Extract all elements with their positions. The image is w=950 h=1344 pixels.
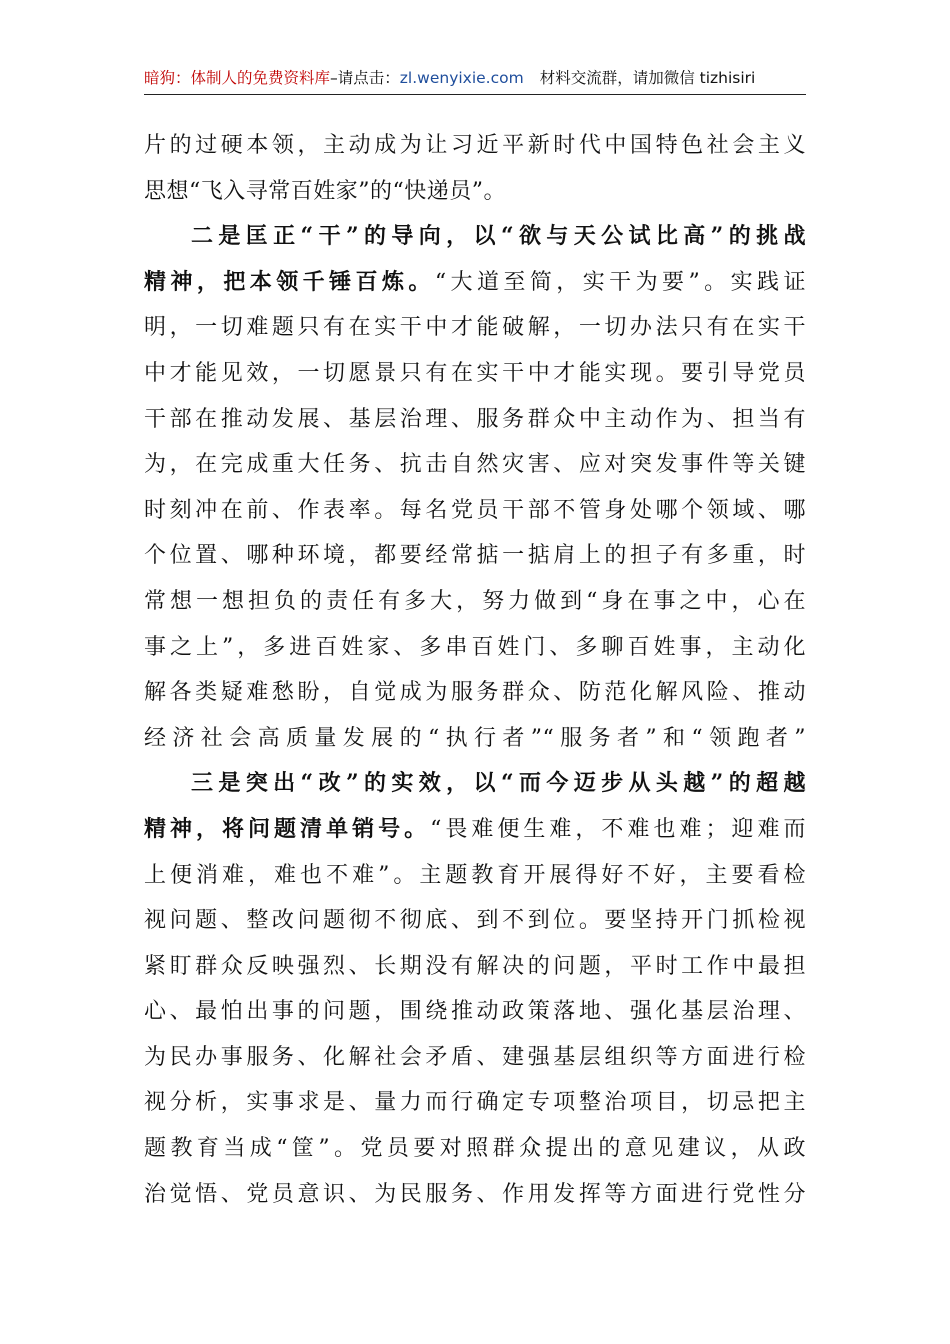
page-header: [144, 66, 806, 88]
para2-line: 干部在推动发展、基层治理、服务群众中主动作为、担当有: [144, 406, 806, 432]
para2-line: 为，在完成重大任务、抗击自然灾害、应对突发事件等关键: [144, 452, 806, 478]
para2-line: 事之上”，多进百姓家、多串百姓门、多聊百姓事，主动化: [144, 634, 806, 660]
para2-line: 明，一切难题只有在实干中才能破解，一切办法只有在实干: [144, 315, 806, 341]
header-site-name: 暗狗：体制人的免费资料库: [144, 69, 331, 87]
para2-heading-line: 二是匡正“干”的导向，以“欲与天公试比高”的挑战: [191, 223, 806, 250]
para1-line: 片的过硬本领，主动成为让习近平新时代中国特色社会主义: [144, 133, 806, 158]
para2-heading-tail: 精神，把本领千锤百炼。: [144, 268, 435, 295]
para1-line: 思想“飞入寻常百姓家”的“快递员”。: [144, 178, 506, 204]
header-link[interactable]: zl.wenyixie.com: [399, 69, 524, 87]
para3-line: 题教育当成“筐”。党员要对照群众提出的意见建议，从政: [144, 1136, 806, 1162]
para3-line: [144, 807, 806, 853]
para2-line: 中才能见效，一切愿景只有在实干中才能实现。要引导党员: [144, 360, 806, 386]
para2-line: 个位置、哪种环境，都要经常掂一掂肩上的担子有多重，时: [144, 543, 806, 569]
para3-line: 为民办事服务、化解社会矛盾、建强基层组织等方面进行检: [144, 1044, 806, 1070]
para3-heading-tail: 精神，将问题清单销号。: [144, 815, 431, 842]
para2-line: 解各类疑难愁盼，自觉成为服务群众、防范化解风险、推动: [144, 680, 806, 706]
para2-line: [144, 260, 806, 306]
para3-line: 上便消难，难也不难”。主题教育开展得好不好，主要看检: [144, 862, 806, 888]
para2-line: 常想一想担负的责任有多大，努力做到“身在事之中，心在: [144, 588, 806, 614]
para2-line: 经济社会高质量发展的“执行者”“服务者”和“领跑者”: [144, 725, 806, 751]
para3-quote: “畏难便生难，不难也难；迎难而: [430, 816, 806, 842]
para3-line: 视分析，实事求是、量力而行确定专项整治项目，切忌把主: [144, 1090, 806, 1116]
para3-heading-line: 三是突出“改”的实效，以“而今迈步从头越”的超越: [191, 770, 806, 797]
header-link-prompt: –请点击：: [330, 69, 400, 87]
document-body: [144, 123, 806, 1217]
para3-line: 紧盯群众反映强烈、长期没有解决的问题，平时工作中最担: [144, 953, 806, 979]
header-divider: [144, 94, 806, 95]
para3-line: 心、最怕出事的问题，围绕推动政策落地、强化基层治理、: [144, 999, 806, 1025]
para3-line: 治觉悟、党员意识、为民服务、作用发挥等方面进行党性分: [144, 1181, 806, 1207]
header-wechat-note: 材料交流群，请加微信 tizhisiri: [539, 69, 756, 87]
para2-quote: “大道至简，实干为要”。实践证: [434, 269, 806, 295]
para3-line: 视问题、整改问题彻不彻底、到不到位。要坚持开门抓检视: [144, 908, 806, 934]
para2-line: 时刻冲在前、作表率。每名党员干部不管身处哪个领域、哪: [144, 497, 806, 523]
